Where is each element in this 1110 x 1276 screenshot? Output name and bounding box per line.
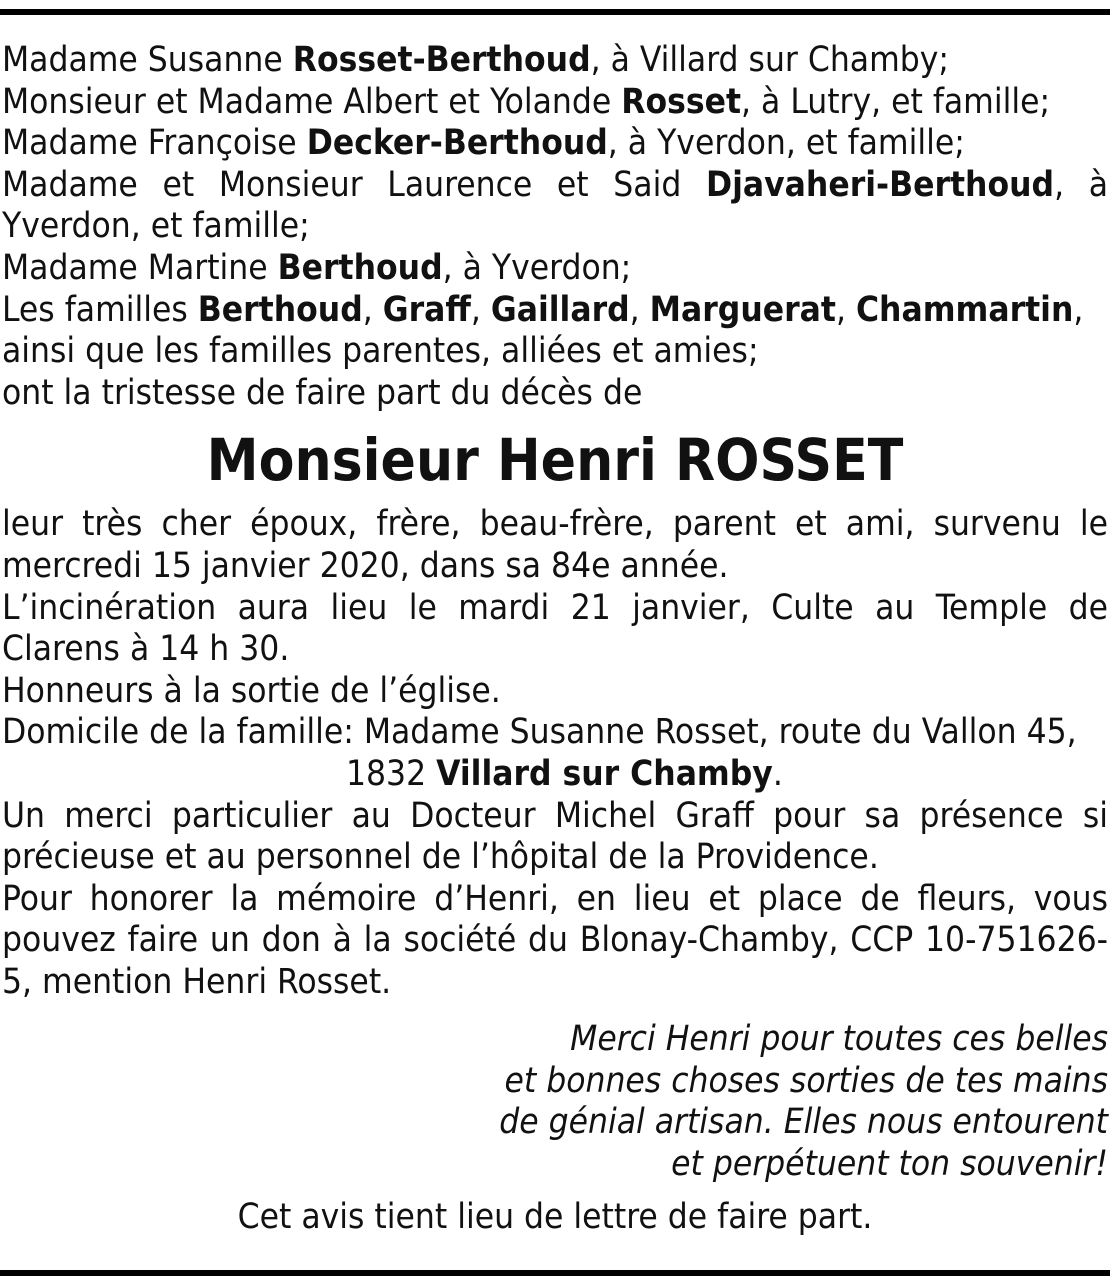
family-line-families: Les familles Berthoud, Graff, Gaillard, Marguerat, Chammartin, — [2, 289, 1084, 330]
family-name: Chammartin — [855, 289, 1074, 330]
thanks-paragraph: Un merci particulier au Docteur Michel Graff pour sa présence si précieuse et au personnel de l’hôpital de la Providence. — [2, 795, 1108, 878]
family-line: Monsieur et Madame Albert et Yolande Rosset, à Lutry, et famille; — [2, 81, 1051, 122]
donation-paragraph: Pour honorer la mémoire d’Henri, en lieu et place de fleurs, vous pouvez faire un don à la société du Blonay-Chamby, CCP 10-751626-5, mention Henri Rosset. — [2, 878, 1108, 1002]
announcement-line: ont la tristesse de faire part du décès de — [2, 372, 643, 413]
closing-line: Cet avis tient lieu de lettre de faire part. — [237, 1197, 873, 1238]
quote-line: Merci Henri pour toutes ces belles — [570, 1019, 1108, 1060]
family-name: Berthoud — [277, 247, 443, 288]
family-line: Madame Susanne Rosset-Berthoud, à Villard sur Chamby; — [2, 40, 949, 80]
locality: Villard sur Chamby — [436, 753, 773, 794]
deceased-name: Monsieur Henri ROSSET — [206, 426, 904, 495]
family-line: Madame et Monsieur Laurence et Said Djavaheri-Berthoud, à Yverdon, et famille; — [2, 164, 1108, 247]
family-list — [2, 40, 1108, 414]
domicile-line: Domicile de la famille: Madame Susanne Rosset, route du Vallon 45, — [2, 712, 1077, 753]
family-line: Madame Martine Berthoud, à Yverdon; — [2, 247, 632, 288]
family-line: ainsi que les familles parentes, alliées et amies; — [2, 331, 759, 372]
domicile-address: 1832 Villard sur Chamby. — [346, 753, 783, 794]
family-name: Rosset — [621, 81, 742, 122]
family-name: Berthoud — [197, 289, 363, 330]
family-name: Djavaheri-Berthoud — [705, 164, 1055, 205]
top-border-rule — [0, 9, 1110, 15]
bottom-border-rule — [0, 1270, 1110, 1276]
quote-line: et perpétuent ton souvenir! — [671, 1143, 1108, 1184]
family-name: Gaillard — [490, 289, 630, 330]
family-line: Madame Françoise Decker-Berthoud, à Yverdon, et famille; — [2, 123, 965, 164]
quote-line: de génial artisan. Elles nous entourent — [499, 1102, 1108, 1143]
family-name: Rosset-Berthoud — [292, 40, 591, 80]
quote-line: et bonnes choses sorties de tes mains — [504, 1060, 1108, 1101]
family-name: Decker-Berthoud — [306, 123, 608, 164]
details — [2, 504, 1108, 1003]
family-name: Marguerat — [649, 289, 836, 330]
honours-line: Honneurs à la sortie de l’église. — [2, 670, 501, 711]
ceremony-details: L’incinération aura lieu le mardi 21 janvier, Culte au Temple de Clarens à 14 h 30. — [2, 587, 1108, 670]
family-name: Graff — [382, 289, 471, 330]
tribute-quote — [2, 1019, 1108, 1185]
death-details: leur très cher époux, frère, beau-frère, parent et ami, survenu le mercredi 15 janvier 2020, dans sa 84e année. — [2, 504, 1108, 586]
obituary-notice — [2, 40, 1108, 1239]
